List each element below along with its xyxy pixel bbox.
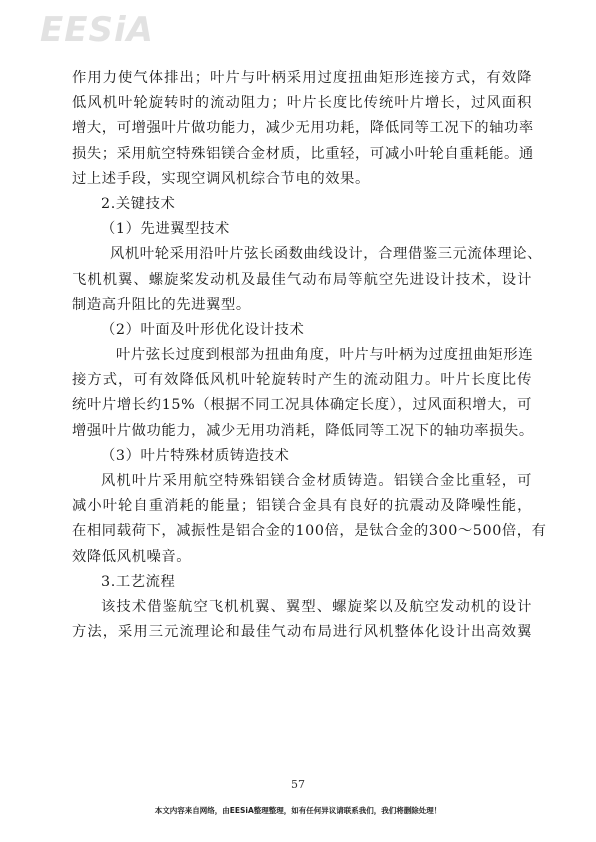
body-line: 过上述手段，实现空调风机综合节电的效果。: [72, 170, 370, 187]
body-line: 减小叶轮自重消耗的能量；铝镁合金具有良好的抗震动及降噪性能，: [72, 498, 532, 515]
body-line: 风机叶片采用航空特殊铝镁合金材质铸造。铝镁合金比重轻，可: [101, 473, 532, 489]
body-line: 制造高升阻比的先进翼型。: [72, 296, 251, 313]
subsection-heading: （3）叶片特殊材质铸造技术: [101, 447, 290, 464]
subsection-heading: （1）先进翼型技术: [101, 221, 230, 238]
body-line: 低风机叶轮旋转时的流动阻力；叶片长度比传统叶片增长，过风面积: [72, 95, 532, 112]
footer-disclaimer: 本文内容来自网络，由EESiA整理整理，如有任何异议请联系我们，我们将删除处理！: [154, 806, 442, 815]
body-line: 作用力使气体排出；叶片与叶柄采用过度扭曲矩形连接方式，有效降: [72, 70, 532, 86]
section-heading: 2.关键技术: [101, 195, 176, 212]
section-heading: 3.工艺流程: [101, 573, 176, 590]
subsection-heading: （2）叶面及叶形优化设计技术: [101, 321, 305, 338]
eesia-logo: EESiA: [40, 10, 154, 50]
body-line: 效降低风机噪音。: [72, 548, 192, 565]
document-body: [72, 66, 547, 645]
page-number: 57: [291, 778, 305, 791]
body-line: 在相同载荷下，减振性是铝合金的100倍，是钛合金的300～500倍，有: [72, 523, 547, 540]
body-line: 增强叶片做功能力，减少无用功消耗，降低同等工况下的轴功率损失。: [72, 422, 534, 439]
body-line: 风机叶轮采用沿叶片弦长函数曲线设计，合理借鉴三元流体理论、: [110, 246, 543, 263]
body-line: 统叶片增长约15%（根据不同工况具体确定长度），过风面积增大，可: [72, 397, 532, 414]
body-line: 飞机机翼、螺旋桨发动机及最佳气动布局等航空先进设计技术，设计: [72, 271, 532, 288]
body-line: 增大，可增强叶片做功能力，减少无用功耗，降低同等工况下的轴功率: [72, 120, 534, 137]
body-line: 叶片弦长过度到根部为扭曲角度，叶片与叶柄为过度扭曲矩形连: [116, 347, 534, 364]
body-line: 该技术借鉴航空飞机机翼、翼型、螺旋桨以及航空发动机的设计: [101, 598, 532, 615]
body-line: 接方式，可有效降低风机叶轮旋转时产生的流动阻力。叶片长度比传: [72, 372, 532, 389]
body-line: 方法，采用三元流理论和最佳气动布局进行风机整体化设计出高效翼: [72, 624, 532, 641]
body-line: 损失；采用航空特殊铝镁合金材质，比重轻，可减小叶轮自重耗能。通: [72, 145, 534, 162]
